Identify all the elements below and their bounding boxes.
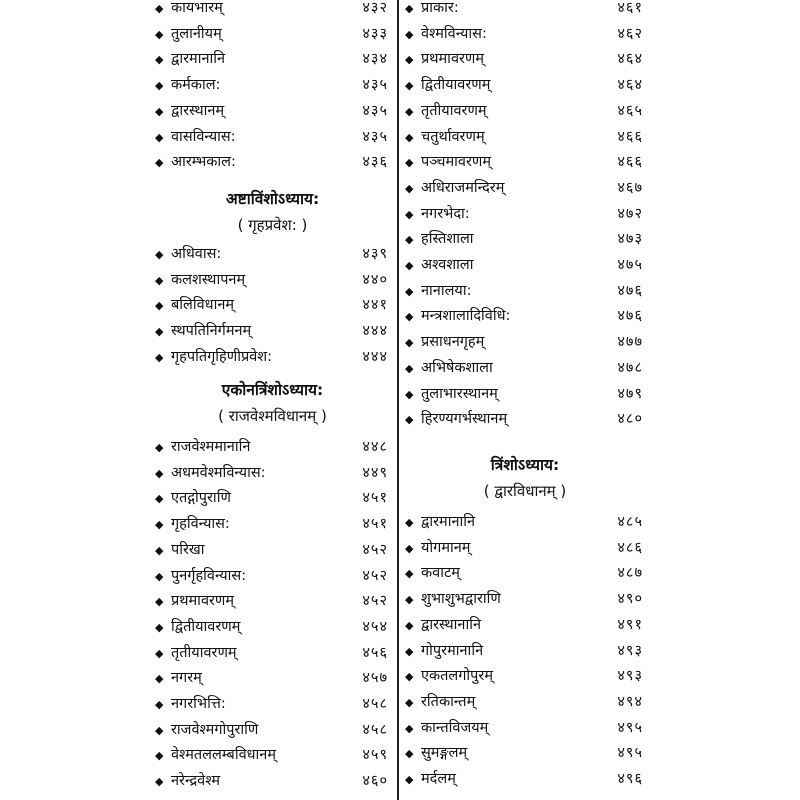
toc-entry <box>405 587 645 612</box>
entry-title: कवाटम् <box>421 565 460 582</box>
diamond-bullet-icon: ◆ <box>155 156 164 170</box>
entry-title: द्वारमानानि <box>421 514 476 530</box>
entry-page-number: ४९३ <box>617 642 643 659</box>
toc-entry <box>155 47 390 72</box>
entry-page-number: ४५८ <box>362 721 388 738</box>
entry-title: नरेन्द्रवेश्म <box>171 773 221 790</box>
entry-page-number: ४३४ <box>362 51 388 68</box>
entry-page-number: ४८५ <box>617 514 643 530</box>
diamond-bullet-icon: ◆ <box>155 749 164 763</box>
chapter-subtitle: ( गृहप्रवेश: ) <box>237 216 308 234</box>
diamond-bullet-icon: ◆ <box>405 387 414 401</box>
entry-title: तुलाभारस्थानम् <box>421 385 498 402</box>
toc-entry <box>155 319 390 344</box>
toc-entry <box>405 22 645 47</box>
entry-title: कलशस्थापनम् <box>171 271 246 288</box>
entry-page-number: ४७७ <box>617 334 643 351</box>
entry-page-number: ४७६ <box>617 308 643 325</box>
diamond-bullet-icon: ◆ <box>155 672 164 686</box>
toc-entry <box>155 268 390 293</box>
toc-entry <box>405 561 645 586</box>
toc-entry <box>405 536 645 561</box>
entry-page-number: ४७२ <box>617 205 643 222</box>
entry-title: अश्वशाला <box>421 257 474 273</box>
entry-title: गोपुरमानानि <box>421 642 484 659</box>
toc-entry <box>405 510 645 535</box>
entry-page-number: ४८७ <box>617 565 643 582</box>
entry-title: बलिविधानम् <box>171 297 235 314</box>
entry-title: राजवेश्ममानानि <box>171 439 251 455</box>
entry-title: वेश्मविन्यास: <box>421 25 487 42</box>
entry-page-number: ४३५ <box>362 102 388 119</box>
toc-entry <box>405 176 645 201</box>
diamond-bullet-icon: ◆ <box>405 181 414 195</box>
toc-entry <box>405 279 645 304</box>
entry-page-number: ४३२ <box>362 0 388 16</box>
diamond-bullet-icon: ◆ <box>405 618 414 632</box>
diamond-bullet-icon: ◆ <box>405 773 414 786</box>
toc-entry <box>155 345 390 370</box>
toc-entry <box>155 666 390 691</box>
diamond-bullet-icon: ◆ <box>155 775 164 789</box>
diamond-bullet-icon: ◆ <box>405 567 414 581</box>
diamond-bullet-icon: ◆ <box>155 104 164 118</box>
diamond-bullet-icon: ◆ <box>405 259 414 272</box>
toc-entry <box>155 564 390 589</box>
entry-page-number: ४३३ <box>362 25 388 42</box>
diamond-bullet-icon: ◆ <box>155 53 164 67</box>
entry-title: सुमङ्गलम् <box>421 745 468 762</box>
chapter-heading: त्रिंशोऽध्याय: <box>490 456 560 474</box>
diamond-bullet-icon: ◆ <box>405 721 414 735</box>
entry-page-number: ४६४ <box>617 51 643 68</box>
entry-title: अधिराजमन्दिरम् <box>421 179 505 196</box>
diamond-bullet-icon: ◆ <box>155 130 164 144</box>
diamond-bullet-icon: ◆ <box>155 518 164 532</box>
entry-title: शुभाशुभद्वाराणि <box>421 591 501 608</box>
diamond-bullet-icon: ◆ <box>405 233 414 247</box>
entry-title: द्वारस्थानानि <box>421 616 482 633</box>
entry-title: नगरभित्ति: <box>171 696 226 712</box>
entry-page-number: ४९० <box>617 591 643 608</box>
entry-title: मर्दलम् <box>421 771 456 787</box>
toc-entry <box>155 743 390 768</box>
entry-title: मन्त्रशालादिविधि: <box>421 308 511 325</box>
toc-entry <box>405 613 645 638</box>
toc-entry <box>155 589 390 614</box>
entry-title: द्वितीयावरणम् <box>171 618 241 635</box>
entry-page-number: ४४९ <box>362 464 388 481</box>
diamond-bullet-icon: ◆ <box>405 413 414 427</box>
diamond-bullet-icon: ◆ <box>405 336 414 350</box>
diamond-bullet-icon: ◆ <box>405 593 414 607</box>
entry-page-number: ४४१ <box>362 297 388 314</box>
entry-page-number: ४६६ <box>617 128 643 145</box>
entry-page-number: ४६६ <box>617 154 643 171</box>
diamond-bullet-icon: ◆ <box>155 79 164 93</box>
entry-page-number: ४६७ <box>617 179 643 196</box>
entry-page-number: ४३५ <box>362 77 388 94</box>
toc-entry <box>405 150 645 175</box>
entry-page-number: ४४४ <box>362 323 388 340</box>
entry-title: तुलानीयम् <box>171 25 222 42</box>
entry-page-number: ४९५ <box>617 745 643 762</box>
diamond-bullet-icon: ◆ <box>405 207 414 221</box>
diamond-bullet-icon: ◆ <box>405 361 414 375</box>
entry-title: प्रथमावरणम् <box>421 51 485 68</box>
entry-title: पञ्चमावरणम् <box>421 154 492 171</box>
entry-page-number: ४५७ <box>362 670 388 687</box>
toc-entry <box>155 73 390 98</box>
entry-page-number: ४५६ <box>362 644 388 661</box>
entry-title: द्वितीयावरणम् <box>421 77 491 94</box>
entry-title: प्रसाधनगृहम् <box>421 334 485 351</box>
toc-entry <box>155 769 390 794</box>
toc-entry <box>155 718 390 743</box>
column-divider <box>397 0 399 800</box>
toc-entry <box>405 356 645 381</box>
diamond-bullet-icon: ◆ <box>155 248 164 261</box>
diamond-bullet-icon: ◆ <box>155 492 164 506</box>
diamond-bullet-icon: ◆ <box>405 130 414 144</box>
entry-page-number: ४५२ <box>362 593 388 610</box>
diamond-bullet-icon: ◆ <box>405 310 414 324</box>
toc-entry <box>405 227 645 252</box>
entry-page-number: ४५९ <box>362 747 388 764</box>
entry-page-number: ४५८ <box>362 696 388 712</box>
entry-title: राजवेश्मगोपुराणि <box>171 721 259 738</box>
toc-entry <box>405 407 645 432</box>
entry-page-number: ४४४ <box>362 348 388 365</box>
entry-page-number: ४६२ <box>617 25 643 42</box>
entry-title: गृहविन्यास: <box>171 516 230 533</box>
toc-entry <box>405 767 645 792</box>
entry-title: द्वारमानानि <box>171 51 226 68</box>
entry-title: हस्तिशाला <box>421 231 474 248</box>
entry-title: चतुर्थावरणम् <box>421 128 485 145</box>
toc-entry <box>155 692 390 717</box>
toc-entry <box>155 150 390 175</box>
toc-entry <box>405 125 645 150</box>
diamond-bullet-icon: ◆ <box>405 541 414 555</box>
toc-entry <box>405 202 645 227</box>
chapter-heading: एकोनत्रिंशोऽध्याय: <box>221 381 324 399</box>
diamond-bullet-icon: ◆ <box>405 747 414 761</box>
diamond-bullet-icon: ◆ <box>155 350 164 364</box>
entry-title: योगमानम् <box>421 539 471 556</box>
entry-title: नानालया: <box>421 282 472 299</box>
diamond-bullet-icon: ◆ <box>405 284 414 298</box>
entry-title: नगरभेदा: <box>421 205 470 222</box>
toc-entry <box>405 304 645 329</box>
diamond-bullet-icon: ◆ <box>155 466 164 480</box>
diamond-bullet-icon: ◆ <box>405 695 414 709</box>
entry-title: रतिकान्तम् <box>421 693 476 710</box>
entry-title: एतद्गोपुराणि <box>171 490 231 507</box>
entry-title: तृतीयावरणम् <box>171 644 237 661</box>
diamond-bullet-icon: ◆ <box>155 27 164 41</box>
diamond-bullet-icon: ◆ <box>405 104 414 118</box>
diamond-bullet-icon: ◆ <box>405 156 414 170</box>
diamond-bullet-icon: ◆ <box>405 644 414 658</box>
toc-entry <box>405 690 645 715</box>
diamond-bullet-icon: ◆ <box>155 273 164 287</box>
entry-page-number: ४८० <box>617 411 643 428</box>
entry-title: पुनर्गृहविन्यास: <box>171 567 247 584</box>
entry-title: अधिवास: <box>171 246 222 262</box>
toc-entry <box>405 0 645 21</box>
toc-entry <box>155 435 390 460</box>
entry-title: अभिषेकशाला <box>421 359 493 376</box>
entry-title: नगरम् <box>171 670 202 687</box>
entry-page-number: ४४० <box>362 271 388 288</box>
toc-entry <box>405 73 645 98</box>
diamond-bullet-icon: ◆ <box>405 53 414 67</box>
entry-page-number: ४६१ <box>617 0 643 16</box>
entry-title: प्रथमावरणम् <box>171 593 235 610</box>
entry-title: कायभारम् <box>171 0 223 16</box>
toc-entry <box>405 47 645 72</box>
toc-entry <box>155 538 390 563</box>
toc-entry <box>155 0 390 21</box>
entry-page-number: ४७९ <box>617 385 643 402</box>
toc-entry <box>155 125 390 150</box>
diamond-bullet-icon: ◆ <box>155 620 164 634</box>
entry-page-number: ४९३ <box>617 668 643 685</box>
toc-entry <box>405 664 645 689</box>
entry-page-number: ४५४ <box>362 618 388 635</box>
entry-page-number: ४९४ <box>617 693 643 710</box>
entry-page-number: ४९६ <box>617 771 643 787</box>
entry-title: कान्तविजयम् <box>421 719 489 736</box>
chapter-subtitle: ( द्वारविधानम् ) <box>483 482 567 500</box>
toc-entry <box>405 639 645 664</box>
entry-title: कर्मकाल: <box>171 77 221 94</box>
toc-entry <box>405 741 645 766</box>
entry-title: एकतलगोपुरम् <box>421 668 494 685</box>
entry-page-number: ४९१ <box>617 616 643 633</box>
toc-entry <box>405 99 645 124</box>
entry-page-number: ४९५ <box>617 719 643 736</box>
toc-entry <box>155 22 390 47</box>
entry-page-number: ४४८ <box>362 439 388 455</box>
diamond-bullet-icon: ◆ <box>155 646 164 660</box>
toc-entry <box>155 242 390 267</box>
entry-page-number: ४६० <box>362 773 388 790</box>
diamond-bullet-icon: ◆ <box>155 441 164 454</box>
diamond-bullet-icon: ◆ <box>405 27 414 41</box>
entry-title: अधमवेश्मविन्यास: <box>171 464 266 481</box>
entry-title: प्राकार: <box>421 0 459 16</box>
toc-entry <box>155 99 390 124</box>
entry-page-number: ४३६ <box>362 154 388 171</box>
diamond-bullet-icon: ◆ <box>155 569 164 583</box>
entry-title: गृहपतिगृहिणीप्रवेश: <box>171 348 273 365</box>
entry-page-number: ४५१ <box>362 490 388 507</box>
diamond-bullet-icon: ◆ <box>155 698 164 711</box>
diamond-bullet-icon: ◆ <box>155 325 164 339</box>
diamond-bullet-icon: ◆ <box>155 595 164 609</box>
entry-page-number: ४५२ <box>362 541 388 558</box>
toc-entry <box>405 253 645 278</box>
entry-page-number: ४६४ <box>617 77 643 94</box>
diamond-bullet-icon: ◆ <box>155 299 164 313</box>
entry-title: परिखा <box>171 541 205 558</box>
entry-page-number: ४७३ <box>617 231 643 248</box>
toc-entry <box>155 486 390 511</box>
entry-title: स्थपतिनिर्गमनम् <box>171 323 252 340</box>
entry-page-number: ४३९ <box>362 246 388 262</box>
diamond-bullet-icon: ◆ <box>155 2 164 15</box>
toc-entry <box>405 382 645 407</box>
entry-page-number: ४७५ <box>617 257 643 273</box>
entry-page-number: ४६५ <box>617 102 643 119</box>
entry-page-number: ४७६ <box>617 282 643 299</box>
toc-entry <box>405 330 645 355</box>
entry-page-number: ४७८ <box>617 359 643 376</box>
toc-entry <box>405 716 645 741</box>
toc-entry <box>155 615 390 640</box>
entry-title: हिरण्यगर्भस्थानम् <box>421 411 508 428</box>
entry-page-number: ४५१ <box>362 516 388 533</box>
diamond-bullet-icon: ◆ <box>155 723 164 737</box>
entry-title: द्वारस्थानम् <box>171 102 225 119</box>
diamond-bullet-icon: ◆ <box>405 79 414 93</box>
chapter-heading: अष्टाविंशोऽध्याय: <box>225 190 320 208</box>
diamond-bullet-icon: ◆ <box>155 543 164 557</box>
entry-page-number: ४८६ <box>617 539 643 556</box>
entry-title: वेश्मतललम्बविधानम् <box>171 747 277 764</box>
diamond-bullet-icon: ◆ <box>405 2 414 15</box>
entry-title: तृतीयावरणम् <box>421 102 487 119</box>
toc-entry <box>155 512 390 537</box>
diamond-bullet-icon: ◆ <box>405 670 414 684</box>
chapter-subtitle: ( राजवेश्मविधानम् ) <box>218 407 327 425</box>
entry-page-number: ४३५ <box>362 128 388 145</box>
toc-entry <box>155 293 390 318</box>
entry-title: वासविन्यास: <box>171 128 236 145</box>
diamond-bullet-icon: ◆ <box>405 516 414 529</box>
entry-title: आरम्भकाल: <box>171 154 236 171</box>
entry-page-number: ४५२ <box>362 567 388 584</box>
toc-entry <box>155 641 390 666</box>
toc-entry <box>155 461 390 486</box>
